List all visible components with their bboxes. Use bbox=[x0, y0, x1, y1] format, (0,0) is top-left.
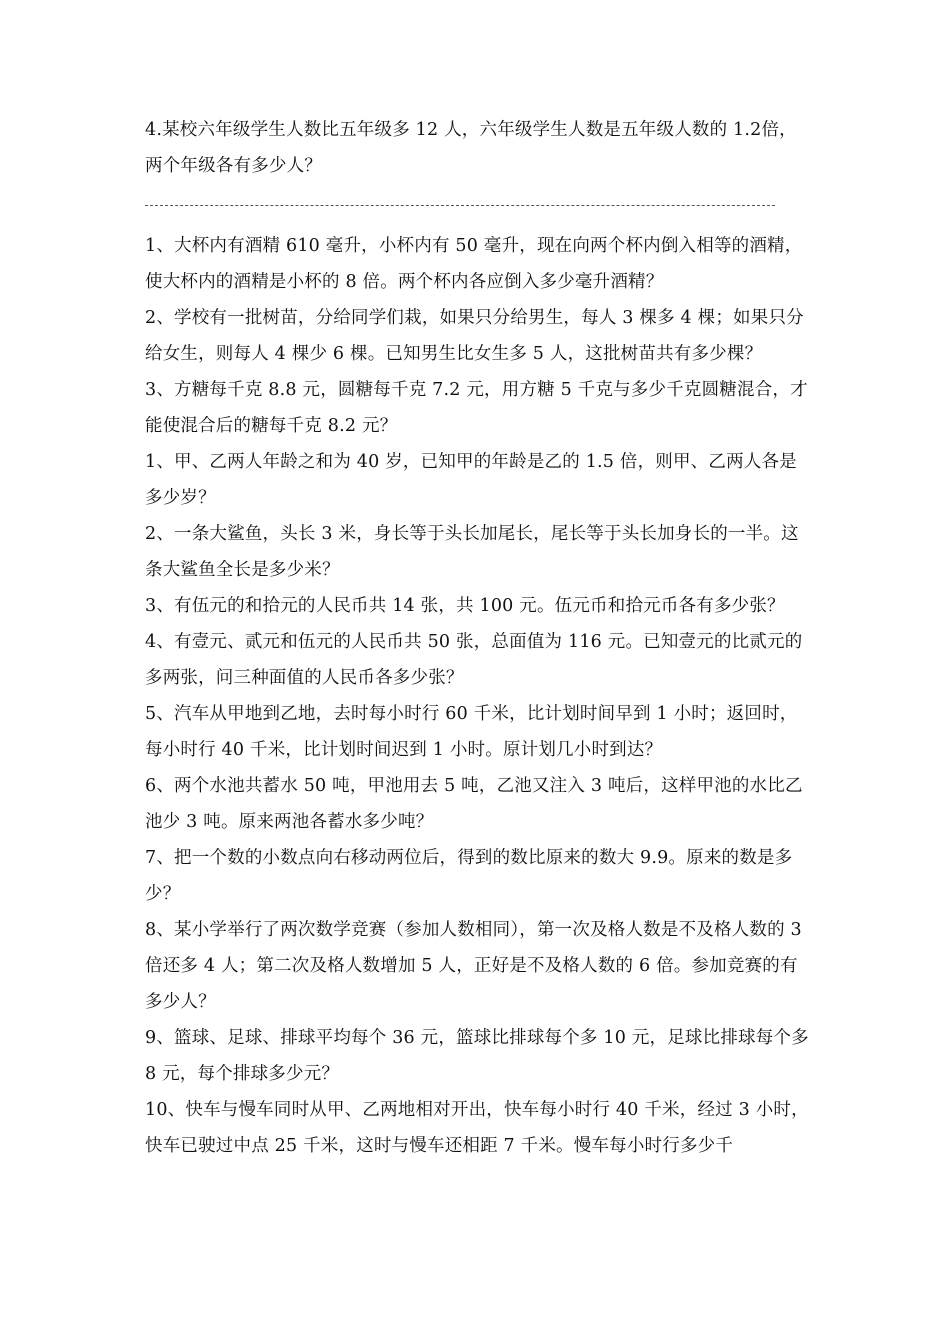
problem-b-6: 6、两个水池共蓄水 50 吨，甲池用去 5 吨，乙池又注入 3 吨后，这样甲池的水比乙池少 3 吨。原来两池各蓄水多少吨？ bbox=[145, 776, 803, 832]
problem-a-1: 1、大杯内有酒精 610 毫升，小杯内有 50 毫升，现在向两个杯内倒入相等的酒精，使大杯内的酒精是小杯的 8 倍。两个杯内各应倒入多少毫升酒精？ bbox=[145, 236, 803, 292]
problem-list bbox=[145, 228, 810, 1164]
section-separator bbox=[145, 205, 775, 206]
problem-b-1: 1、甲、乙两人年龄之和为 40 岁，已知甲的年龄是乙的 1.5 倍，则甲、乙两人各是多少岁？ bbox=[145, 452, 797, 508]
problem-a-2: 2、学校有一批树苗，分给同学们栽，如果只分给男生，每人 3 棵多 4 棵；如果只分给女生，则每人 4 棵少 6 棵。已知男生比女生多 5 人，这批树苗共有多少棵？ bbox=[145, 308, 804, 364]
question-4: 4.某校六年级学生人数比五年级多 12 人，六年级学生人数是五年级人数的 1.2倍，两个年级各有多少人？ bbox=[145, 120, 797, 176]
problem-b-3: 3、有伍元的和拾元的人民币共 14 张，共 100 元。伍元币和拾元币各有多少张？ bbox=[145, 596, 785, 616]
problem-a-3: 3、方糖每千克 8.8 元，圆糖每千克 7.2 元，用方糖 5 千克与多少千克圆糖混合，才能使混合后的糖每千克 8.2 元？ bbox=[145, 380, 808, 436]
problem-b-5: 5、汽车从甲地到乙地，去时每小时行 60 千米，比计划时间早到 1 小时；返回时，每小时行 40 千米，比计划时间迟到 1 小时。原计划几小时到达？ bbox=[145, 704, 798, 760]
problem-b-2: 2、一条大鲨鱼，头长 3 米，身长等于头长加尾长，尾长等于头长加身长的一半。这条大鲨鱼全长是多少米？ bbox=[145, 524, 799, 580]
problem-b-9: 9、篮球、足球、排球平均每个 36 元，篮球比排球每个多 10 元，足球比排球每个多 8 元，每个排球多少元？ bbox=[145, 1028, 809, 1084]
problem-b-10: 10、快车与慢车同时从甲、乙两地相对开出，快车每小时行 40 千米，经过 3 小时，快车已驶过中点 25 千米，这时与慢车还相距 7 千米。慢车每小时行多少千 bbox=[145, 1100, 809, 1156]
problem-b-4: 4、有壹元、贰元和伍元的人民币共 50 张，总面值为 116 元。已知壹元的比贰元的多两张，问三种面值的人民币各多少张？ bbox=[145, 632, 803, 688]
problem-b-8: 8、某小学举行了两次数学竞赛（参加人数相同），第一次及格人数是不及格人数的 3 倍还多 4 人；第二次及格人数增加 5 人，正好是不及格人数的 6 倍。参加竞赛的有多少人？ bbox=[145, 920, 802, 1012]
intro-question bbox=[145, 112, 810, 184]
problem-b-7: 7、把一个数的小数点向右移动两位后，得到的数比原来的数大 9.9。原来的数是多少？ bbox=[145, 848, 793, 904]
